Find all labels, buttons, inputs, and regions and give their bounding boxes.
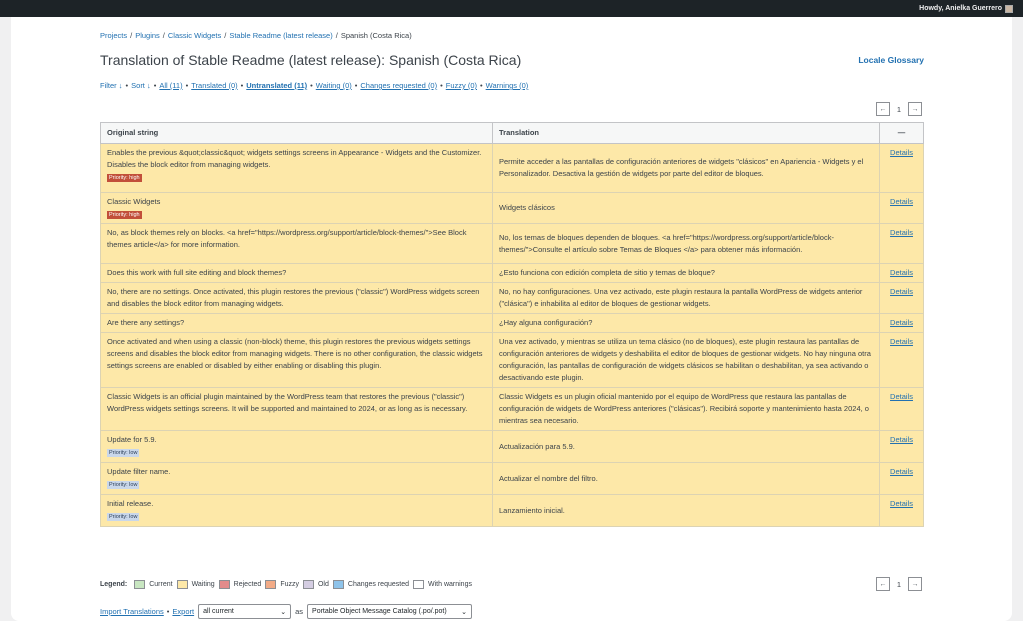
table-row[interactable]: [101, 333, 924, 388]
actions-cell: [880, 193, 924, 224]
breadcrumb-stable-readme[interactable]: Stable Readme (latest release): [229, 31, 333, 40]
original-string-cell: [101, 431, 493, 463]
original-string: No, there are no settings. Once activated, this plugin restores the previous ("classic") WordPress widgets screen and disables the block editor from managing widgets.: [107, 287, 480, 308]
translation-cell[interactable]: Permite acceder a las pantallas de configuración anteriores de widgets "clásicos" en Apariencia - Widgets y el Personalizador. Desactiva la gestión de widgets por parte del editor de bloques.: [493, 144, 880, 193]
user-avatar[interactable]: [1005, 5, 1013, 13]
translation-cell[interactable]: Widgets clásicos: [493, 193, 880, 224]
original-string: No, as block themes rely on blocks. <a href="https://wordpress.org/support/article/block-themes/">See Block themes article</a> for more information.: [107, 228, 467, 249]
original-string: Are there any settings?: [107, 318, 185, 327]
original-string-cell: [101, 333, 493, 388]
details-link[interactable]: Details: [890, 499, 913, 508]
filter-bar: [100, 81, 528, 90]
table-row[interactable]: [101, 314, 924, 333]
original-string-cell: [101, 144, 493, 193]
filter-separator: •: [240, 81, 244, 90]
translation-cell[interactable]: Classic Widgets es un plugin oficial mantenido por el equipo de WordPress que restaura las pantallas de configuración de widgets de WordPress anteriores ("clásicas"). Recibirá soporte y mantenimiento hasta 2024, o mientras sea necesario.: [493, 388, 880, 431]
header-original-string: Original string: [101, 123, 493, 144]
export-format-select[interactable]: [307, 604, 472, 619]
next-page-button[interactable]: →: [908, 577, 922, 591]
breadcrumb-separator: /: [162, 31, 165, 40]
current-page: 1: [896, 579, 902, 589]
legend-item-label: Current: [149, 581, 173, 588]
legend-swatch: [303, 580, 314, 589]
details-link[interactable]: Details: [890, 435, 913, 444]
as-label: as: [295, 607, 304, 616]
legend-item-label: Old: [317, 581, 329, 588]
howdy-user[interactable]: Howdy, Anielka Guerrero: [919, 5, 1002, 12]
table-row[interactable]: [101, 224, 924, 264]
table-row[interactable]: [101, 431, 924, 463]
actions-cell: [880, 144, 924, 193]
actions-cell: [880, 463, 924, 495]
original-string: Once activated and when using a classic (non-block) theme, this plugin restores the previous widgets settings screens and disables the block editor from managing widgets. There is no other configuration, the classic widgets settings screens are enabled or disabled by either enabling or disabling this plugin.: [107, 337, 483, 370]
breadcrumb-classic-widgets[interactable]: Classic Widgets: [167, 31, 222, 40]
original-string-cell: [101, 283, 493, 314]
header-translation: Translation: [493, 123, 880, 144]
translation-cell[interactable]: Actualizar el nombre del filtro.: [493, 463, 880, 495]
actions-cell: [880, 224, 924, 264]
current-page: 1: [896, 104, 902, 114]
breadcrumb: [100, 31, 412, 40]
legend-swatch: [219, 580, 230, 589]
legend-swatch: [177, 580, 188, 589]
locale-glossary-link[interactable]: Locale Glossary: [858, 55, 924, 65]
table-row[interactable]: [101, 388, 924, 431]
translation-cell[interactable]: Lanzamiento inicial.: [493, 495, 880, 527]
filter-untranslated[interactable]: Untranslated (11): [246, 81, 308, 90]
next-page-button[interactable]: →: [908, 102, 922, 116]
original-string: Initial release.: [107, 499, 154, 508]
original-string: Enables the previous &quot;classic&quot; widgets settings screens in Appearance - Widgets and the Customizer. Disables the block editor from managing widgets.: [107, 148, 482, 169]
original-string-cell: [101, 264, 493, 283]
filter-toggle[interactable]: Filter ↓: [100, 81, 123, 90]
table-row[interactable]: [101, 463, 924, 495]
priority-badge: Priority: high: [109, 175, 140, 181]
legend-swatch: [333, 580, 344, 589]
original-string-cell: [101, 224, 493, 264]
actions-cell: [880, 388, 924, 431]
original-string: Classic Widgets: [107, 197, 161, 206]
table-body: [101, 144, 924, 527]
filter-separator: •: [440, 81, 443, 90]
filter-translated[interactable]: Translated (0): [191, 81, 238, 90]
translations-table: [100, 122, 924, 527]
legend-swatch: [265, 580, 276, 589]
translation-cell[interactable]: Actualización para 5.9.: [493, 431, 880, 463]
pagination-bottom: [876, 577, 922, 591]
filter-waiting[interactable]: Waiting (0): [315, 81, 352, 90]
legend-swatch: [134, 580, 145, 589]
breadcrumb-current: Spanish (Costa Rica): [340, 31, 412, 40]
breadcrumb-separator: /: [335, 31, 338, 40]
actions-cell: [880, 264, 924, 283]
translation-cell[interactable]: Una vez activado, y mientras se utiliza un tema clásico (no de bloques), este plugin restaura las pantallas de configuración anteriores de widgets y deshabilita el editor de bloques de gestionar widgets. No hay ninguna otra configuración, las pantallas de configuración de widgets clásicos se habilitan o deshabilitan, ya sea activando o desactivando este plugin.: [493, 333, 880, 388]
priority-badge: Priority: low: [109, 482, 138, 488]
admin-bar: [0, 0, 1023, 17]
actions-cell: [880, 333, 924, 388]
breadcrumb-plugins[interactable]: Plugins: [135, 31, 160, 40]
details-link[interactable]: Details: [890, 287, 913, 296]
details-link[interactable]: Details: [890, 228, 913, 237]
table-row[interactable]: [101, 495, 924, 527]
filter-separator: •: [480, 81, 483, 90]
priority-badge: Priority: high: [109, 212, 140, 218]
actions-cell: [880, 314, 924, 333]
breadcrumb-projects[interactable]: Projects: [100, 31, 128, 40]
legend: [100, 580, 472, 589]
import-export-bar: [100, 604, 472, 619]
breadcrumb-separator: /: [224, 31, 227, 40]
original-string: Does this work with full site editing and block themes?: [107, 268, 287, 277]
filter-separator: •: [125, 81, 129, 90]
export-link[interactable]: Export: [172, 607, 195, 616]
original-string-cell: [101, 388, 493, 431]
pagination-top: [876, 102, 922, 116]
legend-item-label: Fuzzy: [280, 581, 299, 588]
legend-swatch: [413, 580, 424, 589]
original-string: Classic Widgets is an official plugin maintained by the WordPress team that restores the previous ("classic") WordPress widgets settings screens. It will be supported and maintained to 2024, or as long as is necessary.: [107, 392, 468, 413]
legend-item-label: Changes requested: [347, 581, 409, 588]
legend-items: [130, 580, 472, 589]
original-string-cell: [101, 193, 493, 224]
details-link[interactable]: Details: [890, 467, 913, 476]
translation-cell[interactable]: No, no hay configuraciones. Una vez activado, este plugin restaura la pantalla WordPress de widgets anterior ("clásica") e inhabilita al editor de bloques de gestionar widgets.: [493, 283, 880, 314]
export-scope-value: all current: [203, 608, 234, 615]
prev-page-button[interactable]: ←: [876, 102, 890, 116]
breadcrumb-separator: /: [130, 31, 133, 40]
export-scope-select[interactable]: [198, 604, 291, 619]
filter-warnings[interactable]: Warnings (0): [485, 81, 529, 90]
bottom-separator: •: [166, 607, 170, 616]
translation-cell[interactable]: No, los temas de bloques dependen de bloques. <a href="https://wordpress.org/support/article/block-themes/">Consulte el artículo sobre Temas de Bloques </a> para obtener más información.: [493, 224, 880, 264]
details-link[interactable]: Details: [890, 197, 913, 206]
import-translations-link[interactable]: Import Translations: [100, 607, 164, 616]
chevron-down-icon: ⌄: [280, 608, 287, 616]
original-string-cell: [101, 463, 493, 495]
translation-cell[interactable]: ¿Esto funciona con edición completa de sitio y temas de bloque?: [493, 264, 880, 283]
original-string-cell: [101, 495, 493, 527]
actions-cell: [880, 495, 924, 527]
table-row[interactable]: [101, 264, 924, 283]
filter-separator: •: [153, 81, 157, 90]
original-string-cell: [101, 314, 493, 333]
actions-cell: [880, 283, 924, 314]
original-string: Update for 5.9.: [107, 435, 157, 444]
filter-changes-requested[interactable]: Changes requested (0): [360, 81, 438, 90]
filter-separator: •: [185, 81, 189, 90]
details-link[interactable]: Details: [890, 337, 913, 346]
main-page: [11, 17, 1012, 621]
chevron-down-icon: ⌄: [461, 608, 468, 616]
filter-separator: •: [354, 81, 358, 90]
translation-cell[interactable]: ¿Hay alguna configuración?: [493, 314, 880, 333]
filter-separator: •: [310, 81, 313, 90]
sort-toggle[interactable]: Sort ↓: [131, 81, 151, 90]
filter-fuzzy[interactable]: Fuzzy (0): [445, 81, 478, 90]
page-title: Translation of Stable Readme (latest release): Spanish (Costa Rica): [100, 52, 522, 68]
table-row[interactable]: [101, 193, 924, 224]
actions-cell: [880, 431, 924, 463]
export-format-value: Portable Object Message Catalog (.po/.pot): [312, 608, 447, 615]
table-header-row: [101, 123, 924, 144]
table-row[interactable]: [101, 283, 924, 314]
table-row[interactable]: [101, 144, 924, 193]
legend-label: Legend:: [100, 581, 128, 588]
priority-badge: Priority: low: [109, 450, 138, 456]
priority-badge: Priority: low: [109, 514, 138, 520]
original-string: Update filter name.: [107, 467, 171, 476]
filter-all[interactable]: All (11): [159, 81, 183, 90]
header-actions: —: [880, 123, 924, 144]
prev-page-button[interactable]: ←: [876, 577, 890, 591]
legend-item-label: Rejected: [233, 581, 262, 588]
details-link[interactable]: Details: [890, 148, 913, 157]
legend-item-label: With warnings: [428, 581, 472, 588]
details-link[interactable]: Details: [890, 268, 913, 277]
details-link[interactable]: Details: [890, 392, 913, 401]
details-link[interactable]: Details: [890, 318, 913, 327]
legend-item-label: Waiting: [191, 581, 215, 588]
